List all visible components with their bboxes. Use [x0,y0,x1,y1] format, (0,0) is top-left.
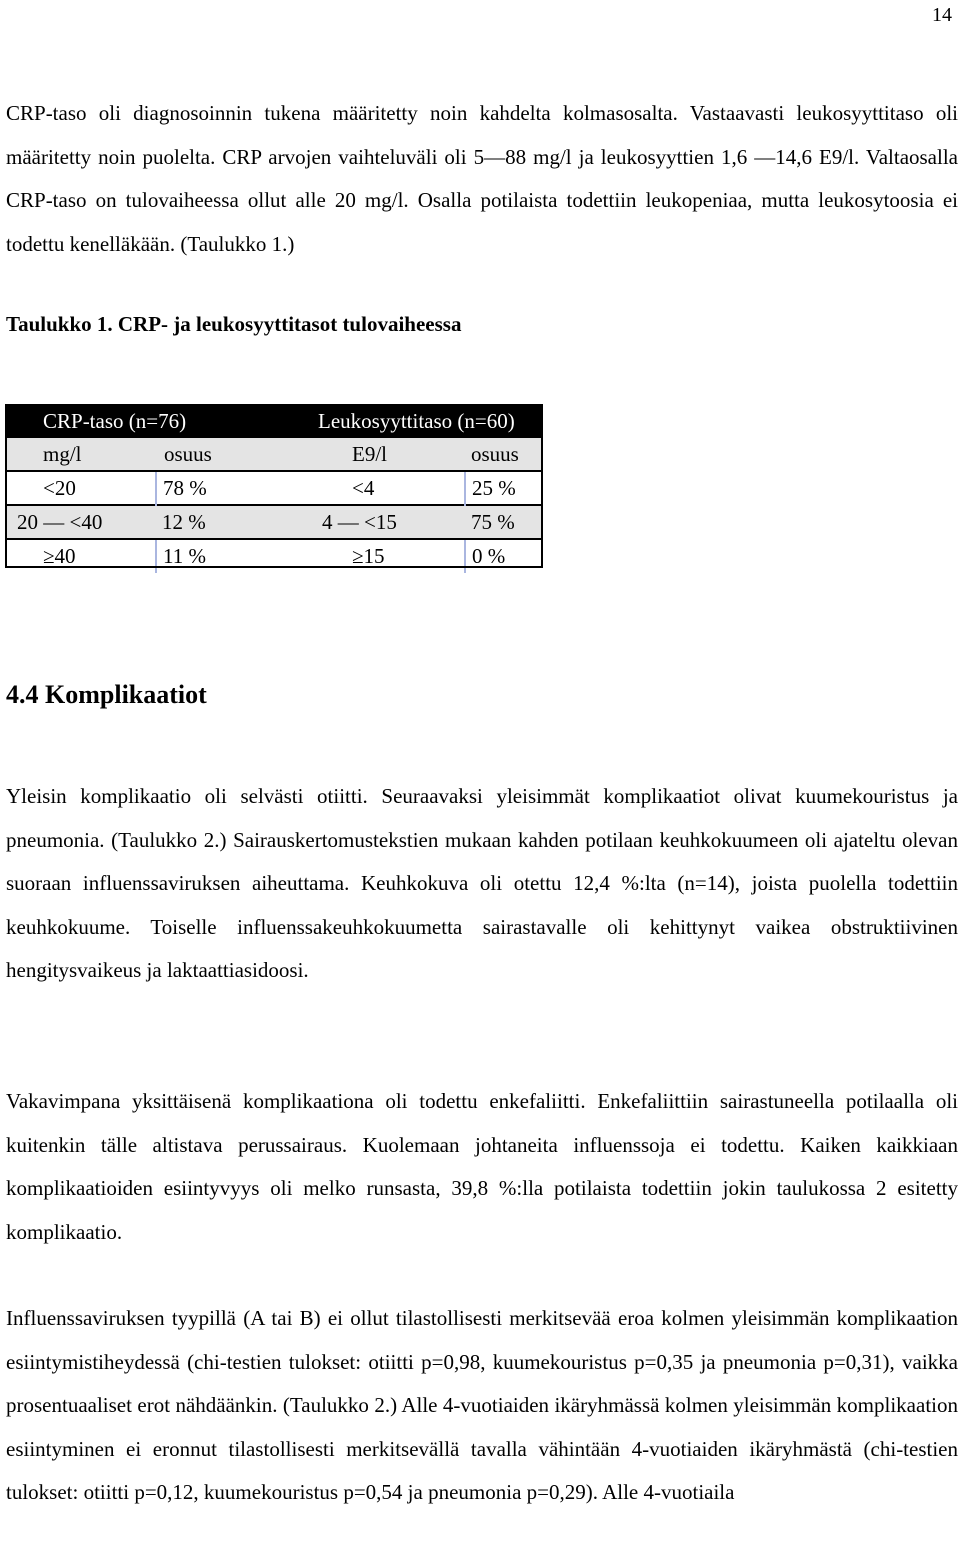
paragraph-complications: Yleisin komplikaatio oli selvästi otiitti. Seuraavaksi yleisimmät komplikaatiot olivat kuumekouristus ja pneumonia. (Taulukko 2.) Sairauskertomustekstien mukaan kahden potilaan keuhkokuumeen oli ajateltu olevan suoraan influenssaviruksen aiheuttama. Keuhkokuva oli otettu 12,4 %:lta (n=14), joista puolella todettiin keuhkokuume. Toiselle influenssakeuhkokuumetta sairastavalle oli kehittynyt vaikea obstruktiivinen hengitysvaikeus ja laktaattiasidoosi. [6,784,958,983]
table-cell: <20 [5,471,156,505]
subheader-cell: osuus [156,438,306,471]
table-row [5,505,543,539]
table-cell: 12 % [156,505,306,539]
table-row [5,539,543,573]
paragraph-crp-levels: CRP-taso oli diagnosoinnin tukena määritetty noin kahdelta kolmasosalta. Vastaavasti leukosyyttitaso oli määritetty noin puolelta. CRP arvojen vaihteluväli oli 5—88 mg/l ja leukosyyttien 1,6 —14,6 E9/l. Valtaosalla CRP-taso on tulovaiheessa ollut alle 20 mg/l. Osalla potilaista todettiin leukopeniaa, mutta leukosytoosia ei todettu kenelläkään. (Taulukko 1.) [6,101,958,256]
header-leukocyte: Leukosyyttitaso (n=60) [306,404,543,438]
table-cell: ≥15 [306,539,465,573]
table-cell: 75 % [465,505,543,539]
table-cell: 11 % [163,544,206,568]
paragraph-virus-type: Influenssaviruksen tyypillä (A tai B) ei ollut tilastollisesti merkitsevää eroa kolmen yleisimmän komplikaation esiintymistiheydessä (chi-testien tulokset: otiitti p=0,98, kuumekouristus p=0,35 ja pneumonia p=0,31), vaikka prosentuaaliset erot nähdäänkin. (Taulukko 2.) Alle 4-vuotiaiden ikäryhmässä kolmen yleisimmän komplikaation esiintyminen ei eronnut tilastollisesti merkitsevällä tavalla vähintään 4-vuotiaiden ikäryhmästä (chi-testien tulokset: otiitti p=0,12, kuumekouristus p=0,54 ja pneumonia p=0,29). Alle 4-vuotiaila [6,1306,958,1505]
table-cell: 0 % [472,544,506,568]
table-cell: 4 — <15 [306,505,465,539]
table-cell: 25 % [472,475,516,500]
table-caption: Taulukko 1. CRP- ja leukosyyttitasot tulovaiheessa [6,312,462,336]
header-crp: CRP-taso (n=76) [5,404,306,438]
page-number: 14 [932,4,952,26]
section-heading: 4.4 Komplikaatiot [6,680,207,709]
table-cell: <4 [306,471,465,505]
table-row [5,471,543,505]
paragraph-encephalitis: Vakavimpana yksittäisenä komplikaationa oli todettu enkefaliitti. Enkefaliittiin sairastuneella potilaalla oli kuitenkin tälle altistava perussairaus. Kuolemaan johtaneita influenssoja ei todettu. Kaiken kaikkiaan komplikaatioiden esiintyvyys oli melko runsasta, 39,8 %:lla potilaista todettiin jokin taulukossa 2 esitetty komplikaatio. [6,1089,958,1244]
crp-leukocyte-table [5,404,543,573]
subheader-cell: E9/l [306,438,465,471]
table-cell: 78 % [163,475,207,500]
table-subheader-row [5,438,543,471]
table-header-row [5,404,543,438]
subheader-cell: osuus [465,438,543,471]
table-cell: ≥40 [5,539,156,573]
table-cell: 20 — <40 [5,505,156,539]
subheader-cell: mg/l [5,438,156,471]
